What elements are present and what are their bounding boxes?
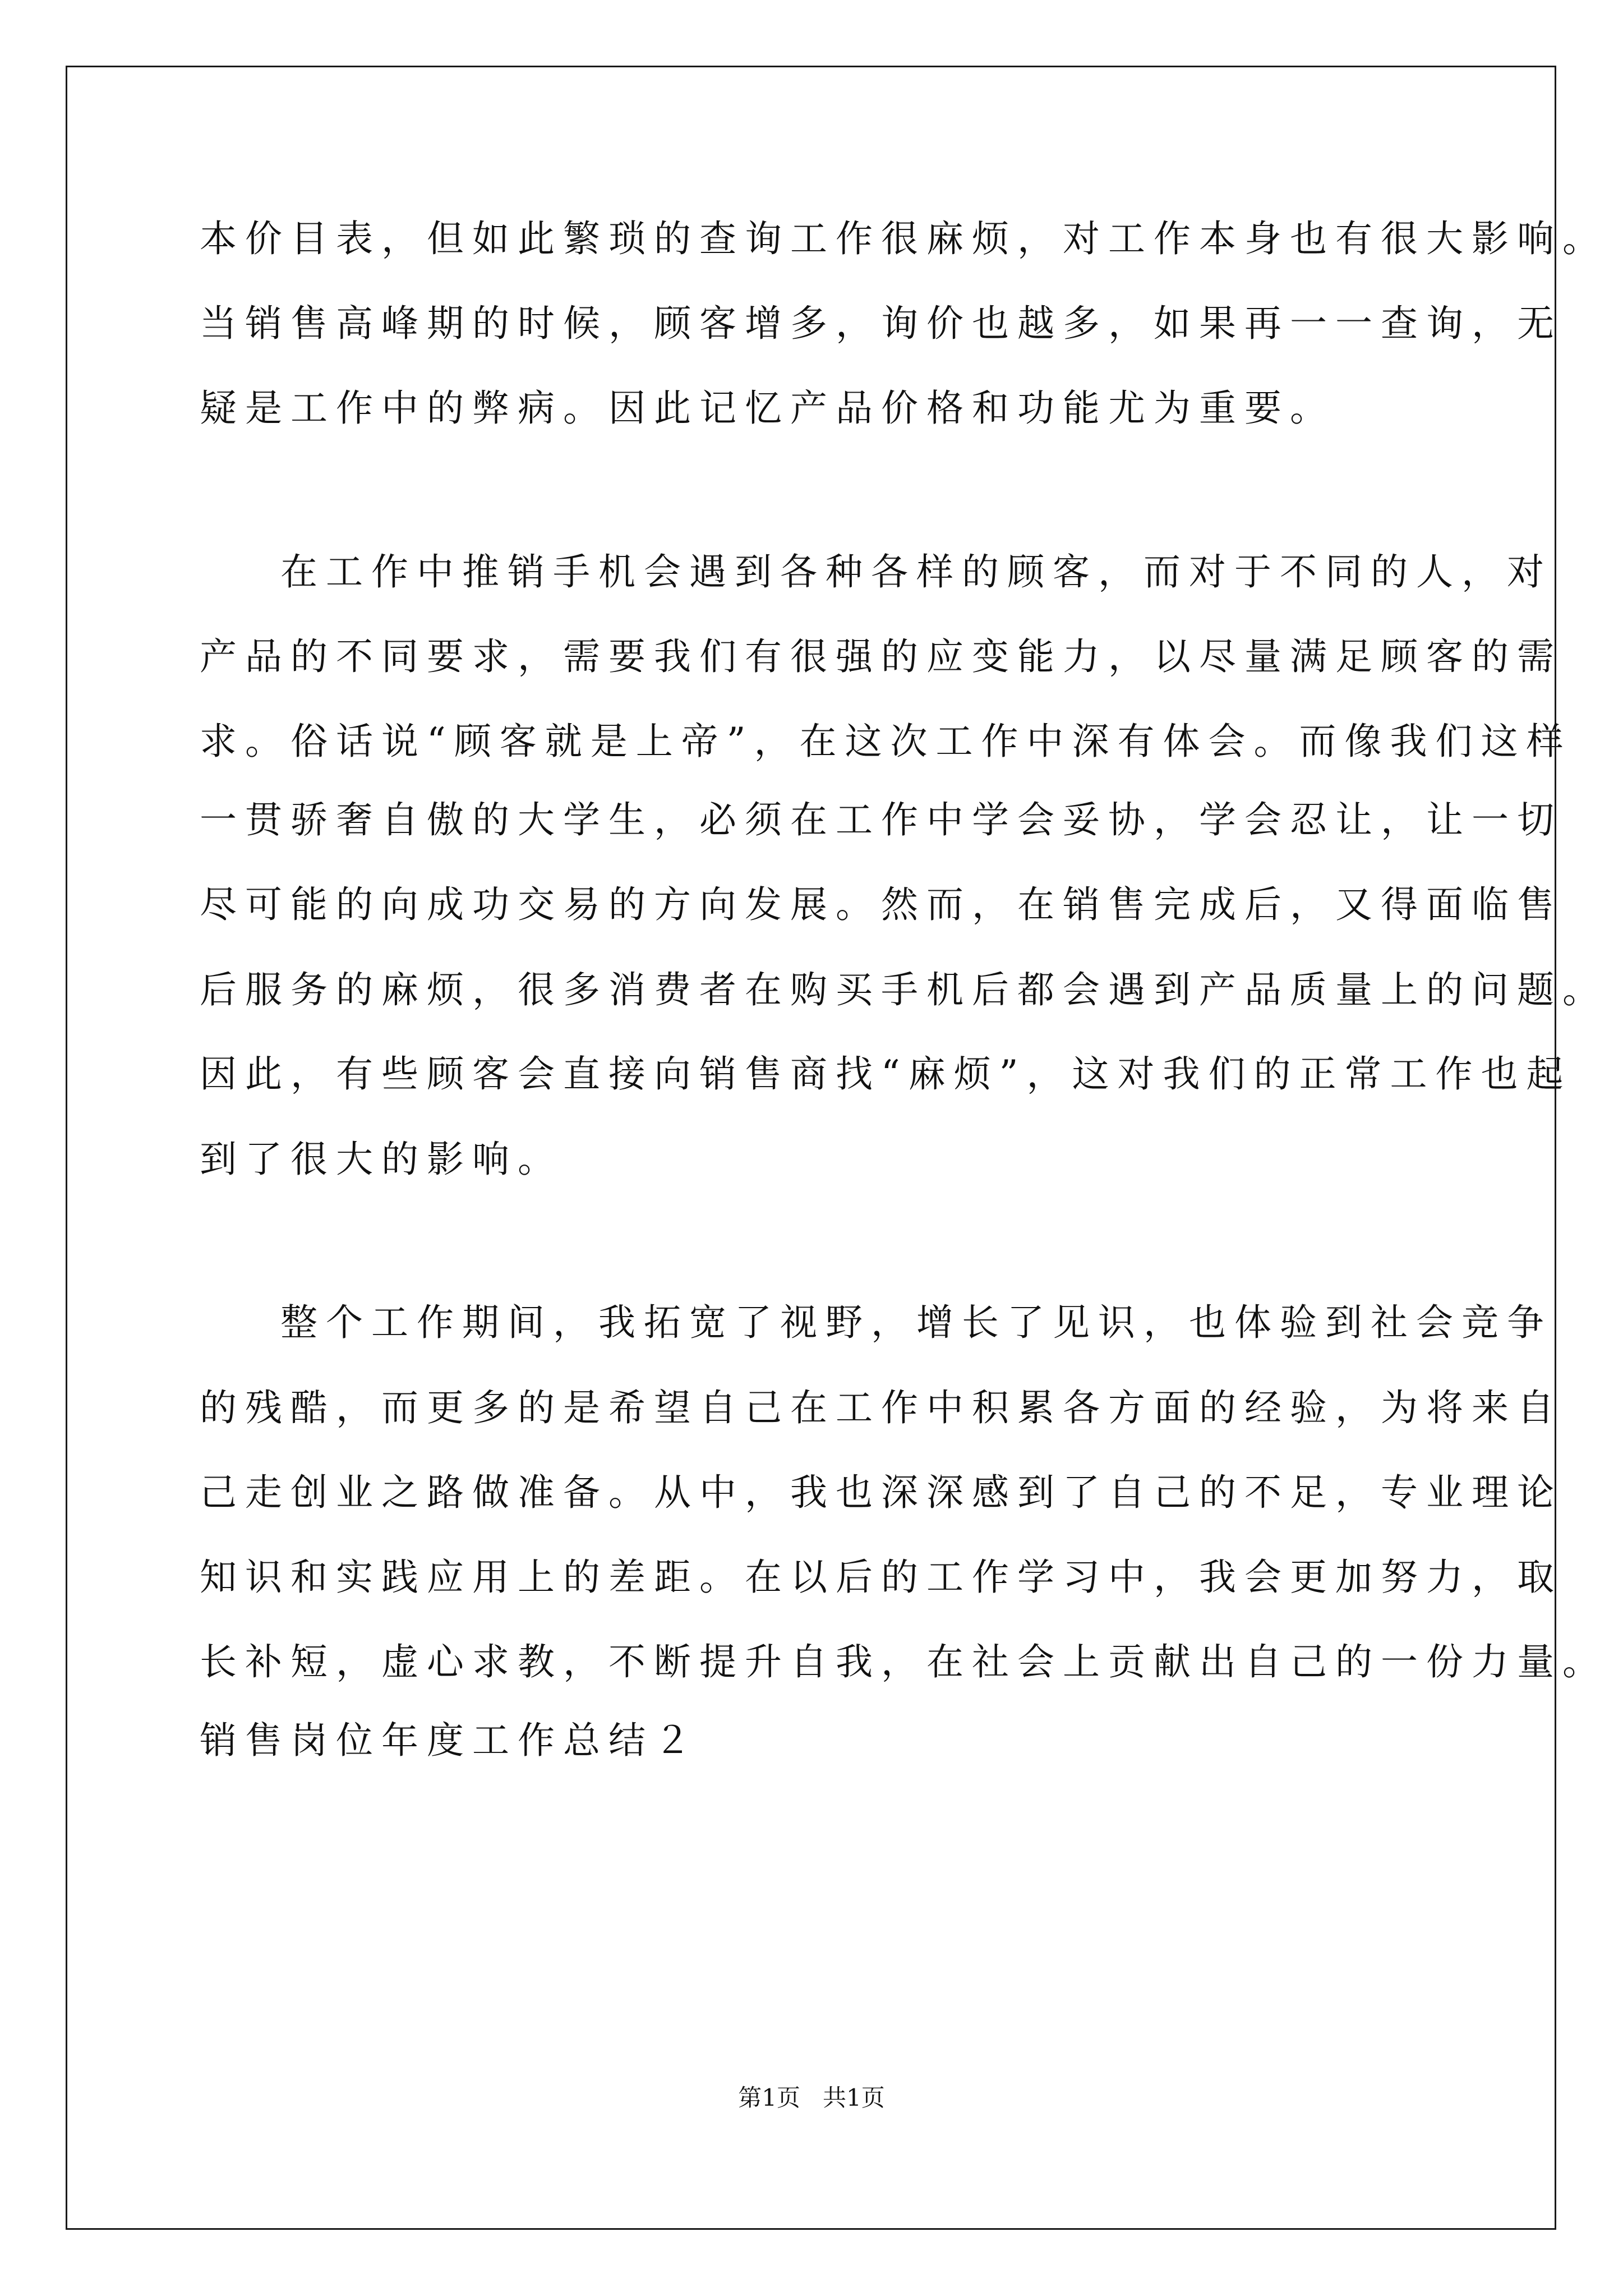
text-line: 求。俗话说“顾客就是上帝”，在这次工作中深有体会。而像我们这样 xyxy=(200,720,1572,763)
text-line: 后服务的麻烦，很多消费者在购买手机后都会遇到产品质量上的问题。 xyxy=(200,968,1608,1011)
text-line: 一贯骄奢自傲的大学生，必须在工作中学会妥协，学会忍让，让一切 xyxy=(200,798,1562,841)
paragraph-start-line: 整个工作期间，我拓宽了视野，增长了见识，也体验到社会竞争 xyxy=(280,1301,1552,1344)
text-line: 知识和实践应用上的差距。在以后的工作学习中，我会更加努力，取 xyxy=(200,1556,1562,1599)
page-footer: 第1页 共1页 xyxy=(738,2084,885,2111)
section-heading: 销售岗位年度工作总结２ xyxy=(200,1719,699,1762)
text-line: 当销售高峰期的时候，顾客增多，询价也越多，如果再一一查询，无 xyxy=(200,302,1562,345)
text-line: 长补短，虚心求教，不断提升自我，在社会上贡献出自己的一份力量。 xyxy=(200,1640,1608,1683)
paragraph-start-line: 在工作中推销手机会遇到各种各样的顾客，而对于不同的人，对 xyxy=(280,550,1552,593)
text-line: 的残酷，而更多的是希望自己在工作中积累各方面的经验，为将来自 xyxy=(200,1386,1562,1429)
text-line: 因此，有些顾客会直接向销售商找“麻烦”，这对我们的正常工作也起 xyxy=(200,1052,1572,1096)
text-line: 产品的不同要求，需要我们有很强的应变能力，以尽量满足顾客的需 xyxy=(200,635,1562,678)
text-line: 到了很大的影响。 xyxy=(200,1138,563,1181)
text-line: 尽可能的向成功交易的方向发展。然而，在销售完成后，又得面临售 xyxy=(200,883,1562,926)
text-line: 本价目表，但如此繁琐的查询工作很麻烦，对工作本身也有很大影响。 xyxy=(200,217,1608,260)
text-line: 疑是工作中的弊病。因此记忆产品价格和功能尤为重要。 xyxy=(200,386,1335,430)
text-line: 己走创业之路做准备。从中，我也深深感到了自己的不足，专业理论 xyxy=(200,1471,1562,1514)
